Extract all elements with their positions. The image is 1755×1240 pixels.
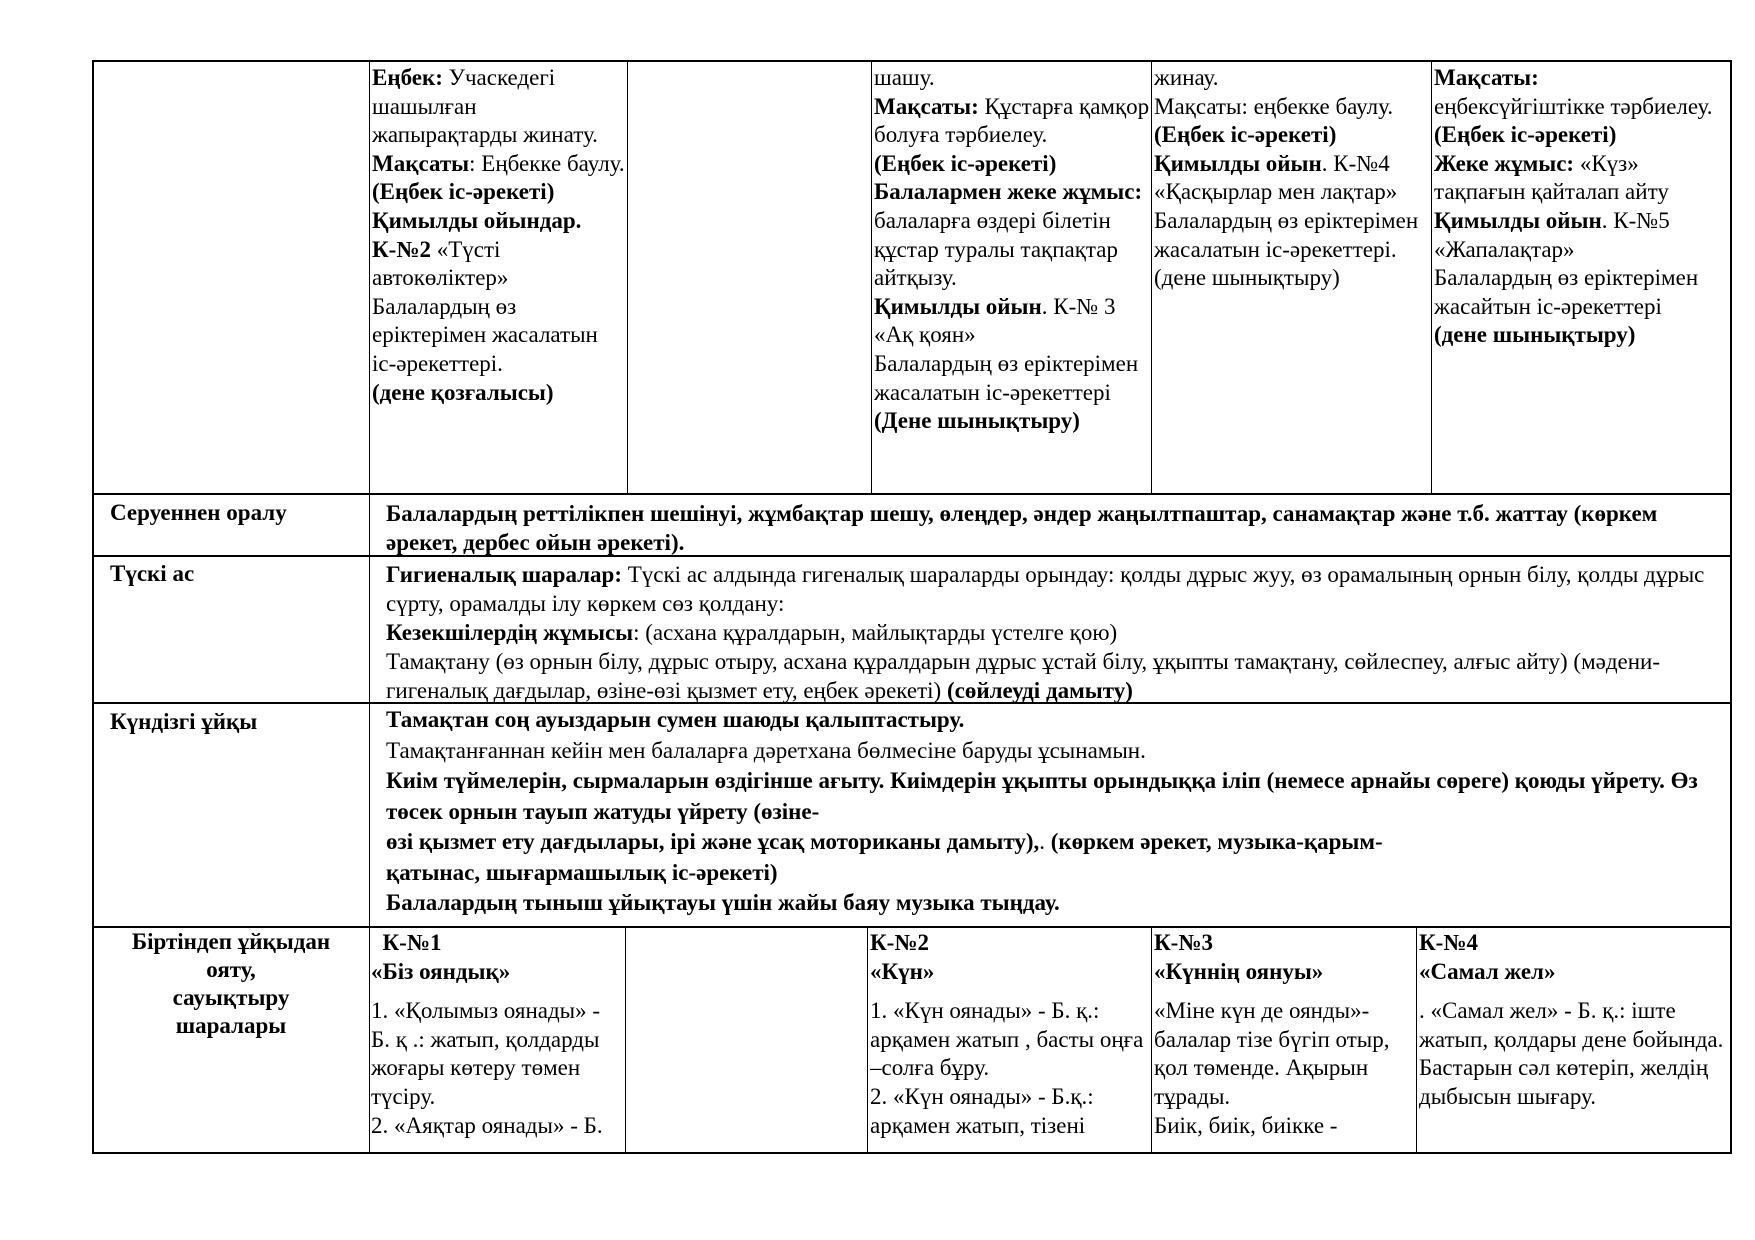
row5-col1-cell: [371, 929, 624, 1149]
column-divider: [867, 926, 868, 1152]
text-run: жинау.: [1154, 65, 1219, 90]
text-run: Балалардың өз еріктерімен жасалатын іс-әрекеттері.: [1154, 207, 1419, 262]
bold-text-run: Балалардың реттілікпен шешінуі, жұмбақтар шешу, өлеңдер, әндер жаңылтпаштар, санамақтар және т.б. жаттау (көркем әрекет, дербес ойын әрекеті).: [386, 501, 1658, 555]
text-run: : (асхана құралдарын, майлықтарды үстелге қою): [633, 620, 1118, 645]
bold-text-run: К-№1: [371, 930, 442, 955]
row5-label-line: ояту,: [206, 957, 256, 982]
text-line: [386, 888, 1716, 919]
text-run: 1. «Күн оянады» - Б. қ.: арқамен жатып , басты оңға –солға бұру.: [870, 998, 1144, 1081]
text-line: [386, 560, 1716, 618]
row-label-nap: Күндізгі ұйқы: [110, 709, 258, 734]
text-run: 2. «Күн оянады» - Б.қ.: арқамен жатып, тізені: [870, 1083, 1094, 1138]
bold-text-run: Балалармен жеке жұмыс:: [874, 179, 1143, 205]
bold-text-run: Жеке жұмыс:: [1434, 150, 1575, 176]
column-divider: [1151, 926, 1152, 1152]
text-run: Балалардың өз еріктерімен жасалатын іс-әрекеттері.: [372, 293, 598, 376]
text-run: «Міне күн де оянды»- балалар тізе бүгіп отыр, қол төменде. Ақырын тұрады.: [1154, 998, 1390, 1109]
bold-text-run: (Еңбек іс-әрекеті): [372, 179, 555, 205]
text-line: [1154, 150, 1430, 207]
bold-text-run: «Самал жел»: [1419, 958, 1556, 984]
text-line: [371, 958, 624, 987]
text-line: [870, 997, 1150, 1083]
text-line: [1154, 64, 1430, 93]
text-run: «Күз» тақпағын қайталап айту: [1434, 150, 1669, 205]
text-run: : Еңбекке баулу.: [469, 150, 625, 176]
text-line: [386, 766, 1716, 827]
bold-text-run: (дене қозғалысы): [372, 379, 554, 405]
text-line: [1434, 93, 1728, 122]
bold-text-run: «Күн»: [870, 958, 935, 984]
text-run: Тамақтану (өз орнын білу, дұрыс отыру, асхана құралдарын дұрыс ұстай білу, ұқыпты тамақтану, сөйлеспеу, алғыс айту) (мәдени-гигеналық дағдылар, өзіне-өзі қызмет ету, еңбек әрекеті): [386, 649, 1661, 703]
row-label-return-from-walk: Серуеннен оралу: [110, 500, 287, 525]
row5-col5-cell: [1419, 929, 1727, 1149]
column-divider: [1416, 926, 1417, 1152]
text-line: [372, 64, 626, 150]
text-line: [1434, 207, 1728, 264]
bold-text-run: (көркем әрекет, музыка-қарым-: [1045, 829, 1383, 854]
text-line: [1434, 121, 1728, 150]
bold-text-run: К-№4: [1419, 930, 1478, 955]
bold-text-run: өзі қызмет ету дағдылары, ірі және ұсақ моториканы дамыту),: [386, 829, 1040, 854]
text-run: Учаскедегі шашылған жапырақтарды жинату.: [372, 65, 598, 148]
text-line: [372, 207, 626, 236]
row4-content: [386, 705, 1716, 919]
text-line: [1434, 64, 1728, 93]
text-line: [386, 647, 1716, 705]
text-line: [372, 150, 626, 179]
bold-text-run: (Еңбек іс-әрекеті): [1154, 122, 1337, 148]
row3-content: [386, 560, 1716, 705]
exercise-title: [870, 929, 1150, 986]
row5-col3-cell: [870, 929, 1150, 1149]
text-line: [372, 379, 626, 408]
column-divider: [627, 60, 628, 494]
bold-text-run: Қимылды ойын: [1434, 207, 1602, 233]
text-line: [371, 997, 624, 1111]
bold-text-run: Тамақтан соң ауыздарын сумен шаюды қалыптастыру.: [386, 707, 965, 732]
bold-text-run: Мақсаты:: [874, 93, 979, 119]
text-run: . К-№ 3 «Ақ қоян»: [874, 293, 1116, 348]
text-line: [371, 1112, 624, 1141]
text-line: [1154, 929, 1416, 958]
row5-label-line: сауықтыру: [172, 985, 290, 1010]
text-line: [386, 499, 1704, 557]
text-line: [1154, 958, 1416, 987]
text-run: Балалардың өз еріктерімен жасайтын іс-әрекеттері: [1434, 265, 1699, 319]
column-divider: [1151, 60, 1152, 494]
text-run: . «Самал жел» - Б. қ.: іште жатып, қолдары дене бойында. Бастарын сәл көтеріп, желдің дыбысын шығару.: [1419, 998, 1724, 1109]
text-line: [1154, 93, 1430, 122]
text-line: [874, 93, 1150, 150]
bold-text-run: (дене шынықтыру): [1434, 322, 1636, 348]
row1-col2-cell: [630, 64, 870, 492]
text-run: Биік, биік, биікке -: [1154, 1112, 1338, 1138]
bold-text-run: Мақсаты:: [1434, 65, 1539, 90]
text-line: [1434, 321, 1728, 350]
text-run: . К-№4 «Қасқырлар мен лақтар»: [1154, 150, 1398, 205]
exercise-body: [371, 997, 624, 1140]
row2-content: [386, 499, 1704, 557]
row5-label-line: шаралары: [175, 1013, 287, 1038]
bold-text-run: Қимылды ойын: [1154, 150, 1322, 176]
bold-text-run: К-№2: [372, 236, 431, 262]
bold-text-run: (Еңбек іс-әрекеті): [874, 150, 1057, 176]
text-run: .: [1039, 829, 1045, 854]
text-line: [874, 407, 1150, 436]
text-line: [1419, 997, 1727, 1111]
bold-text-run: «Біз ояндық»: [371, 958, 511, 984]
column-divider: [625, 926, 626, 1152]
text-line: [1154, 1112, 1416, 1141]
row-divider: [92, 493, 1730, 495]
row1-col4-cell: [1154, 64, 1430, 492]
text-line: [371, 929, 624, 958]
text-line: [386, 827, 1716, 858]
text-run: (дене шынықтыру): [1154, 265, 1340, 291]
text-run: 2. «Аяқтар оянады» - Б.: [371, 1112, 603, 1138]
text-line: [1154, 264, 1430, 293]
text-line: [386, 736, 1716, 767]
text-line: [870, 1083, 1150, 1140]
bold-text-run: К-№3: [1154, 930, 1213, 955]
column-divider: [369, 60, 370, 1152]
bold-text-run: Гигиеналық шаралар:: [386, 562, 622, 587]
row-label-wake-up: [96, 928, 366, 1040]
text-line: [372, 236, 626, 293]
bold-text-run: К-№2: [870, 930, 929, 955]
bold-text-run: (Дене шынықтыру): [874, 408, 1080, 434]
text-run: Балалардың өз еріктерімен жасалатын іс-әрекеттері: [874, 350, 1139, 405]
bold-text-run: Мақсаты: [372, 150, 470, 176]
text-line: [1419, 929, 1727, 958]
bold-text-run: Қимылды ойын: [874, 293, 1042, 319]
text-line: [1154, 997, 1416, 1111]
bold-text-run: Еңбек:: [372, 65, 443, 90]
row1-col3-cell: [874, 64, 1150, 492]
text-run: еңбексүйгіштікке тәрбиелеу.: [1434, 93, 1713, 119]
text-line: [386, 705, 1716, 736]
bold-text-run: «Күннің оянуы»: [1154, 958, 1324, 984]
text-run: Тамақтанғаннан кейін мен балаларға дәретхана бөлмесіне баруды ұсынамын.: [386, 737, 1146, 763]
text-run: Түскі ас алдында гигеналық шараларды орындау: қолды дұрыс жуу, өз орамалының орнын білу, қолды дұрыс сүрту, орамалды ілу көркем сөз қолдану:: [386, 562, 1705, 616]
text-line: [874, 150, 1150, 179]
text-run: Құстарға қамқор болуға тәрбиелеу.: [874, 93, 1150, 148]
bold-text-run: (Еңбек іс-әрекеті): [1434, 122, 1617, 148]
text-run: балаларға өздері білетін құстар туралы тақпақтар айтқызу.: [874, 207, 1118, 291]
exercise-body: [1419, 997, 1727, 1111]
text-line: [386, 618, 1716, 647]
text-line: [870, 958, 1150, 987]
exercise-title: [1419, 929, 1727, 986]
column-divider: [871, 60, 872, 494]
bold-text-run: Балалардың тыныш ұйықтауы үшін жайы баяу музыка тыңдау.: [386, 890, 1060, 915]
text-line: [1419, 958, 1727, 987]
text-line: [372, 178, 626, 207]
row-label-lunch: Түскі ас: [110, 561, 195, 586]
text-line: [870, 929, 1150, 958]
column-divider: [1431, 60, 1432, 494]
row5-label-line: Біртіндеп ұйқыдан: [131, 929, 331, 954]
bold-text-run: Кезекшілердің жұмысы: [386, 620, 634, 645]
text-run: «Түсті автокөліктер»: [372, 236, 509, 291]
bold-text-run: қатынас, шығармашылық іс-әрекеті): [386, 859, 778, 885]
text-line: [874, 350, 1150, 407]
text-line: [1434, 264, 1728, 321]
exercise-body: [870, 997, 1150, 1140]
bold-text-run: Қимылды ойындар.: [372, 207, 582, 233]
text-line: [386, 858, 1716, 889]
row5-col4-cell: [1154, 929, 1416, 1149]
text-line: [1154, 207, 1430, 264]
exercise-body: [1154, 997, 1416, 1140]
exercise-title: [1154, 929, 1416, 986]
text-run: . К-№5 «Жапалақтар»: [1434, 207, 1670, 262]
exercise-title: [371, 929, 624, 986]
text-line: [372, 293, 626, 379]
text-run: шашу.: [874, 65, 935, 90]
text-line: [874, 64, 1150, 93]
row1-col1-cell: [372, 64, 626, 492]
bold-text-run: (сөйлеуді дамыту): [941, 678, 1133, 703]
bold-text-run: Киім түймелерін, сырмаларын өздігінше ағыту. Киімдерін ұқыпты орындыққа іліп (немесе арнайы сөреге) қоюды үйрету. Өз төсек орнын тауып жатуды үйрету (өзіне-: [386, 768, 1698, 824]
text-line: [874, 178, 1150, 292]
text-run: Мақсаты: еңбекке баулу.: [1154, 93, 1394, 119]
row1-col5-cell: [1434, 64, 1728, 492]
text-run: 1. «Қолымыз оянады» - Б. қ .: жатып, қолдарды жоғары көтеру төмен түсіру.: [371, 998, 601, 1109]
text-line: [1434, 150, 1728, 207]
text-line: [874, 293, 1150, 350]
text-line: [1154, 121, 1430, 150]
